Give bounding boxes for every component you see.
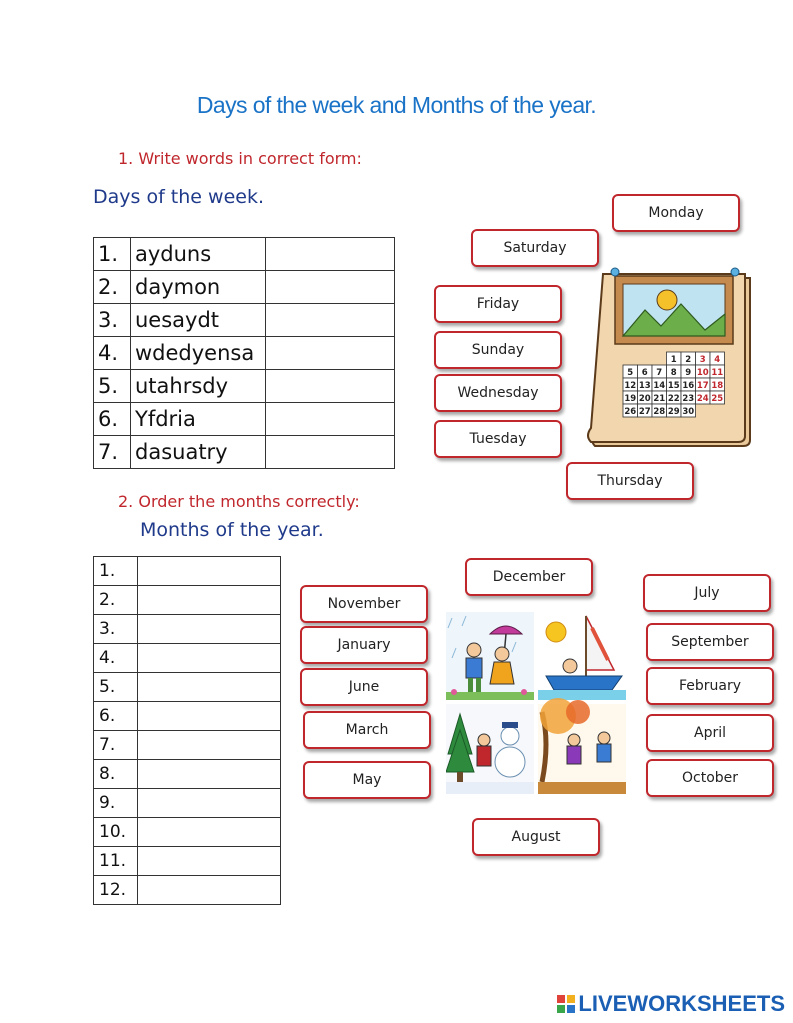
- page-title: Days of the week and Months of the year.: [196, 92, 597, 118]
- brand-name: LIVEWORKSHEETS: [578, 991, 785, 1016]
- scrambled-word: dasuatry: [131, 436, 266, 469]
- month-tag-july[interactable]: July: [643, 574, 771, 612]
- calendar-date: 25: [711, 394, 724, 404]
- row-number: 5.: [94, 673, 138, 702]
- day-tag-wednesday[interactable]: Wednesday: [434, 374, 562, 412]
- row-number: 4.: [94, 644, 138, 673]
- calendar-date: 16: [682, 381, 695, 391]
- table-row: [94, 337, 395, 370]
- month-tag-march[interactable]: March: [303, 711, 431, 749]
- row-number: 8.: [94, 760, 138, 789]
- answer-drop-zone[interactable]: [266, 304, 395, 337]
- calendar-date: 8: [670, 368, 677, 378]
- calendar-date: 22: [667, 394, 680, 404]
- answer-drop-zone[interactable]: [266, 337, 395, 370]
- row-number: 5.: [94, 370, 131, 403]
- calendar-date: 10: [696, 368, 709, 378]
- calendar-date: 9: [685, 368, 692, 378]
- row-number: 2.: [94, 271, 131, 304]
- answer-drop-zone[interactable]: [266, 436, 395, 469]
- calendar-date: 21: [653, 394, 666, 404]
- row-number: 11.: [94, 847, 138, 876]
- scrambled-word: utahrsdy: [131, 370, 266, 403]
- row-number: 9.: [94, 789, 138, 818]
- table-row: [94, 238, 395, 271]
- row-number: 7.: [94, 731, 138, 760]
- answer-drop-zone[interactable]: [138, 673, 281, 702]
- brand-logo: [557, 991, 785, 1017]
- answer-drop-zone[interactable]: [138, 557, 281, 586]
- days-table: [93, 237, 395, 469]
- months-subtitle: Months of the year.: [140, 519, 324, 541]
- answer-drop-zone[interactable]: [138, 876, 281, 905]
- calendar-date: 1: [670, 355, 677, 365]
- calendar-date: 23: [682, 394, 695, 404]
- table-row: [94, 271, 395, 304]
- day-tag-sunday[interactable]: Sunday: [434, 331, 562, 369]
- answer-drop-zone[interactable]: [266, 370, 395, 403]
- calendar-date: 5: [627, 368, 634, 378]
- table-row: [94, 403, 395, 436]
- row-number: 7.: [94, 436, 131, 469]
- answer-drop-zone[interactable]: [138, 702, 281, 731]
- table-row: [94, 789, 281, 818]
- table-row: [94, 818, 281, 847]
- table-row: [94, 615, 281, 644]
- spring-scene: [446, 612, 534, 700]
- table-row: [94, 702, 281, 731]
- table-row: [94, 370, 395, 403]
- row-number: 4.: [94, 337, 131, 370]
- month-tag-september[interactable]: September: [646, 623, 774, 661]
- day-tag-friday[interactable]: Friday: [434, 285, 562, 323]
- day-tag-monday[interactable]: Monday: [612, 194, 740, 232]
- summer-scene: [538, 612, 626, 700]
- answer-drop-zone[interactable]: [266, 238, 395, 271]
- calendar-date: 2: [685, 355, 692, 365]
- answer-drop-zone[interactable]: [266, 403, 395, 436]
- calendar-date: 30: [682, 407, 695, 417]
- day-tag-tuesday[interactable]: Tuesday: [434, 420, 562, 458]
- row-number: 1.: [94, 557, 138, 586]
- answer-drop-zone[interactable]: [138, 789, 281, 818]
- row-number: 1.: [94, 238, 131, 271]
- month-tag-october[interactable]: October: [646, 759, 774, 797]
- liveworksheets-logo-icon: [557, 995, 575, 1013]
- table-row: [94, 673, 281, 702]
- answer-drop-zone[interactable]: [138, 760, 281, 789]
- answer-drop-zone[interactable]: [138, 818, 281, 847]
- table-row: [94, 644, 281, 673]
- row-number: 3.: [94, 615, 138, 644]
- answer-drop-zone[interactable]: [138, 847, 281, 876]
- instruction-1: 1. Write words in correct form:: [118, 149, 362, 168]
- month-tag-april[interactable]: April: [646, 714, 774, 752]
- calendar-date: 28: [653, 407, 666, 417]
- calendar-date: 11: [711, 368, 724, 378]
- table-row: [94, 731, 281, 760]
- calendar-date: 17: [696, 381, 709, 391]
- table-row: [94, 586, 281, 615]
- calendar-date: 12: [624, 381, 637, 391]
- calendar-date: 19: [624, 394, 637, 404]
- month-tag-may[interactable]: May: [303, 761, 431, 799]
- row-number: 6.: [94, 702, 138, 731]
- month-tag-august[interactable]: August: [472, 818, 600, 856]
- calendar-illustration: [585, 264, 757, 454]
- answer-drop-zone[interactable]: [138, 615, 281, 644]
- months-table: [93, 556, 281, 905]
- sun-icon: [546, 622, 566, 642]
- winter-scene: [446, 704, 534, 794]
- calendar-date: 29: [667, 407, 680, 417]
- calendar-date: 4: [714, 355, 721, 365]
- scrambled-word: Yfdria: [131, 403, 266, 436]
- answer-drop-zone[interactable]: [138, 586, 281, 615]
- calendar-date: 20: [638, 394, 651, 404]
- calendar-date: 13: [638, 381, 651, 391]
- calendar-date: 26: [624, 407, 637, 417]
- row-number: 10.: [94, 818, 138, 847]
- autumn-scene: [538, 698, 626, 794]
- month-tag-january[interactable]: January: [300, 626, 428, 664]
- day-tag-saturday[interactable]: Saturday: [471, 229, 599, 267]
- month-tag-february[interactable]: February: [646, 667, 774, 705]
- scrambled-word: uesaydt: [131, 304, 266, 337]
- calendar-date: 24: [696, 394, 709, 404]
- row-number: 12.: [94, 876, 138, 905]
- scrambled-word: ayduns: [131, 238, 266, 271]
- seasons-illustration: [446, 612, 626, 794]
- scrambled-word: wdedyensa: [131, 337, 266, 370]
- table-row: [94, 304, 395, 337]
- answer-drop-zone[interactable]: [138, 731, 281, 760]
- day-tag-thursday[interactable]: Thursday: [566, 462, 694, 500]
- month-tag-june[interactable]: June: [300, 668, 428, 706]
- days-subtitle: Days of the week.: [93, 186, 264, 208]
- table-row: [94, 557, 281, 586]
- table-row: [94, 847, 281, 876]
- calendar-date: 7: [656, 368, 663, 378]
- row-number: 6.: [94, 403, 131, 436]
- scrambled-word: daymon: [131, 271, 266, 304]
- calendar-date: 3: [699, 355, 706, 365]
- answer-drop-zone[interactable]: [266, 271, 395, 304]
- calendar-date: 18: [711, 381, 724, 391]
- sun-icon: [657, 290, 677, 310]
- table-row: [94, 876, 281, 905]
- row-number: 3.: [94, 304, 131, 337]
- table-row: [94, 760, 281, 789]
- table-row: [94, 436, 395, 469]
- row-number: 2.: [94, 586, 138, 615]
- month-tag-december[interactable]: December: [465, 558, 593, 596]
- month-tag-november[interactable]: November: [300, 585, 428, 623]
- calendar-date: 27: [638, 407, 651, 417]
- calendar-date: 15: [667, 381, 680, 391]
- instruction-2: 2. Order the months correctly:: [118, 492, 360, 511]
- answer-drop-zone[interactable]: [138, 644, 281, 673]
- calendar-date: 6: [641, 368, 648, 378]
- calendar-date: 14: [653, 381, 666, 391]
